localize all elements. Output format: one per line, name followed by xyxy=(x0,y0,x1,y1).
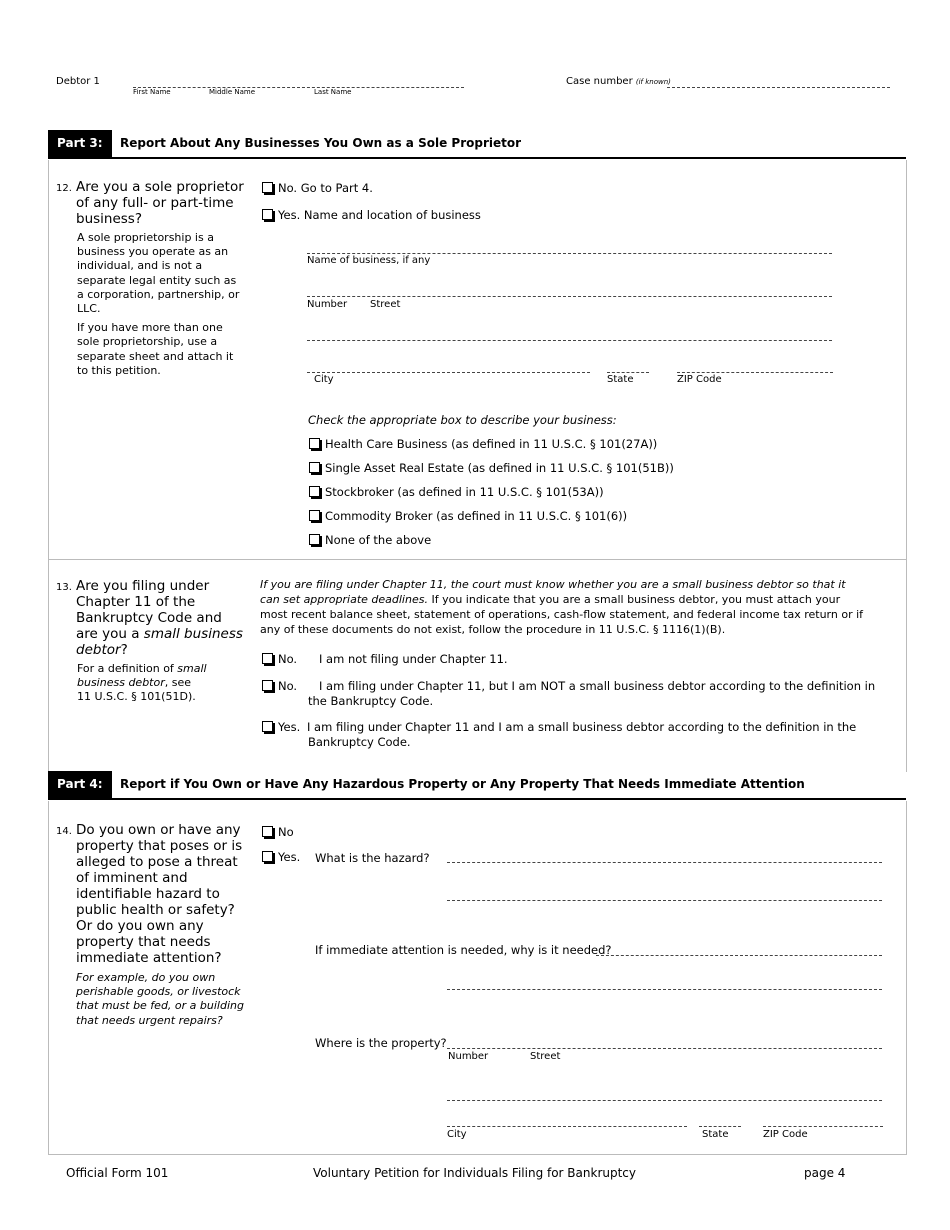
debtor-label: Debtor 1 xyxy=(56,76,100,87)
q12-number: 12. xyxy=(56,183,72,194)
q13-option2-line2: the Bankruptcy Code. xyxy=(308,694,434,708)
business-street-field-2[interactable] xyxy=(307,340,832,341)
middle-name-label: Middle Name xyxy=(209,88,255,96)
footer-form: Official Form 101 xyxy=(66,1166,169,1180)
checkbox[interactable] xyxy=(309,486,320,497)
hazard-field-2[interactable] xyxy=(447,900,882,901)
q13-help: For a definition of small business debtor, see 11 U.S.C. § 101(51D). xyxy=(77,662,207,704)
where-label: Where is the property? xyxy=(315,1036,447,1050)
business-name-field[interactable] xyxy=(307,253,832,254)
property-street-field-2[interactable] xyxy=(447,1100,882,1101)
part3-title: Report About Any Businesses You Own as a Sole Proprietor xyxy=(120,136,522,150)
business-street-field[interactable] xyxy=(307,296,832,297)
describe-prompt: Check the appropriate box to describe your business: xyxy=(308,413,617,427)
type-single-asset[interactable]: Single Asset Real Estate (as defined in 11 U.S.C. § 101(51B)) xyxy=(309,461,674,476)
footer-title: Voluntary Petition for Individuals Filing for Bankruptcy xyxy=(313,1166,637,1180)
q12-option-no[interactable]: No. Go to Part 4. xyxy=(262,181,373,196)
type-stockbroker[interactable]: Stockbroker (as defined in 11 U.S.C. § 101(53A)) xyxy=(309,485,604,500)
type-commodity-broker[interactable]: Commodity Broker (as defined in 11 U.S.C. § 101(6)) xyxy=(309,509,627,524)
business-zip-field[interactable] xyxy=(677,372,833,373)
part4-header xyxy=(48,771,906,800)
q14-example: For example, do you own perishable goods, or livestock that must be fed, or a building that needs urgent repairs? xyxy=(76,971,244,1027)
street-label: Street xyxy=(370,299,401,310)
section-divider xyxy=(48,559,906,560)
q14-option-yes[interactable]: Yes. xyxy=(262,850,300,865)
part4-title: Report if You Own or Have Any Hazardous Property or Any Property That Needs Immediate Attention xyxy=(120,777,805,791)
checkbox[interactable] xyxy=(262,653,273,664)
business-city-field[interactable] xyxy=(307,372,590,373)
part3-label: Part 3: xyxy=(48,130,112,157)
property-street-field[interactable] xyxy=(447,1048,882,1049)
debtor-name-field[interactable] xyxy=(133,87,464,88)
frame-right xyxy=(906,160,907,772)
property-state-label: State xyxy=(702,1129,729,1140)
hazard-field[interactable] xyxy=(447,862,882,863)
property-zip-field[interactable] xyxy=(763,1126,883,1127)
frame-right-2 xyxy=(906,801,907,1155)
business-name-label: Name of business, if any xyxy=(307,255,431,266)
q13-option-not-small-business[interactable]: No. I am filing under Chapter 11, but I am NOT a small business debtor according to the definition in xyxy=(262,679,875,694)
type-none[interactable]: None of the above xyxy=(309,533,431,548)
attention-field[interactable] xyxy=(596,955,882,956)
q12-question: Are you a sole proprietor of any full- or part-time business? xyxy=(76,179,244,227)
checkbox[interactable] xyxy=(309,534,320,545)
checkbox[interactable] xyxy=(262,680,273,691)
frame-left-2 xyxy=(48,801,49,1155)
business-state-field[interactable] xyxy=(607,372,649,373)
zip-label: ZIP Code xyxy=(677,374,722,385)
checkbox[interactable] xyxy=(262,851,273,862)
property-state-field[interactable] xyxy=(699,1126,741,1127)
property-zip-label: ZIP Code xyxy=(763,1129,808,1140)
checkbox[interactable] xyxy=(262,182,273,193)
number-label: Number xyxy=(307,299,348,310)
checkbox[interactable] xyxy=(309,510,320,521)
property-street-label: Street xyxy=(530,1051,561,1062)
part3-header xyxy=(48,130,906,159)
checkbox[interactable] xyxy=(309,438,320,449)
footer-page: page 4 xyxy=(804,1166,846,1180)
frame-bottom xyxy=(48,1154,906,1155)
q13-option3-line2: Bankruptcy Code. xyxy=(308,735,411,749)
state-label: State xyxy=(607,374,634,385)
checkbox[interactable] xyxy=(309,462,320,473)
city-label: City xyxy=(314,374,334,385)
case-number-field[interactable] xyxy=(667,87,890,88)
q14-question: Do you own or have any property that poses or is alleged to pose a threat of imminent and identifiable hazard to public health or safety? Or do you own any property that needs immediate attention? xyxy=(76,822,243,966)
attention-field-2[interactable] xyxy=(447,989,882,990)
checkbox[interactable] xyxy=(262,826,273,837)
first-name-label: First Name xyxy=(133,88,171,96)
case-number-label: Case number (if known) xyxy=(566,76,671,87)
q12-help: A sole proprietorship is a business you operate as an individual, and is not a separate legal entity such as a corporation, partnership, or LLC. If you have more than one sole proprietorship, use a separate sheet and attach it to this petition. xyxy=(77,231,240,377)
property-city-field[interactable] xyxy=(447,1126,687,1127)
checkbox[interactable] xyxy=(262,209,273,220)
q13-option-small-business[interactable]: Yes. I am filing under Chapter 11 and I am a small business debtor according to the definition in the xyxy=(262,720,856,735)
q13-question: Are you filing under Chapter 11 of the Bankruptcy Code and are you a small business debtor? xyxy=(76,578,243,658)
property-number-label: Number xyxy=(448,1051,489,1062)
hazard-label: What is the hazard? xyxy=(315,851,430,865)
checkbox[interactable] xyxy=(262,721,273,732)
q13-option-not-filing[interactable]: No. I am not filing under Chapter 11. xyxy=(262,652,508,667)
frame-left xyxy=(48,160,49,772)
q13-intro: If you are filing under Chapter 11, the court must know whether you are a small business debtor so that it can set appropriate deadlines. If you indicate that you are a small business debtor, you must attach your most recent balance sheet, statement of operations, cash-flow statement, and federal income tax return or if any of these documents do not exist, follow the procedure in 11 U.S.C. § 1116(1)(B). xyxy=(260,578,864,636)
part4-label: Part 4: xyxy=(48,771,112,798)
q14-number: 14. xyxy=(56,826,72,837)
attention-label: If immediate attention is needed, why is it needed? xyxy=(315,943,612,957)
q13-number: 13. xyxy=(56,582,72,593)
q12-option-yes[interactable]: Yes. Name and location of business xyxy=(262,208,481,223)
q14-option-no[interactable]: No xyxy=(262,825,294,840)
last-name-label: Last Name xyxy=(314,88,352,96)
type-health-care[interactable]: Health Care Business (as defined in 11 U.S.C. § 101(27A)) xyxy=(309,437,657,452)
property-city-label: City xyxy=(447,1129,467,1140)
